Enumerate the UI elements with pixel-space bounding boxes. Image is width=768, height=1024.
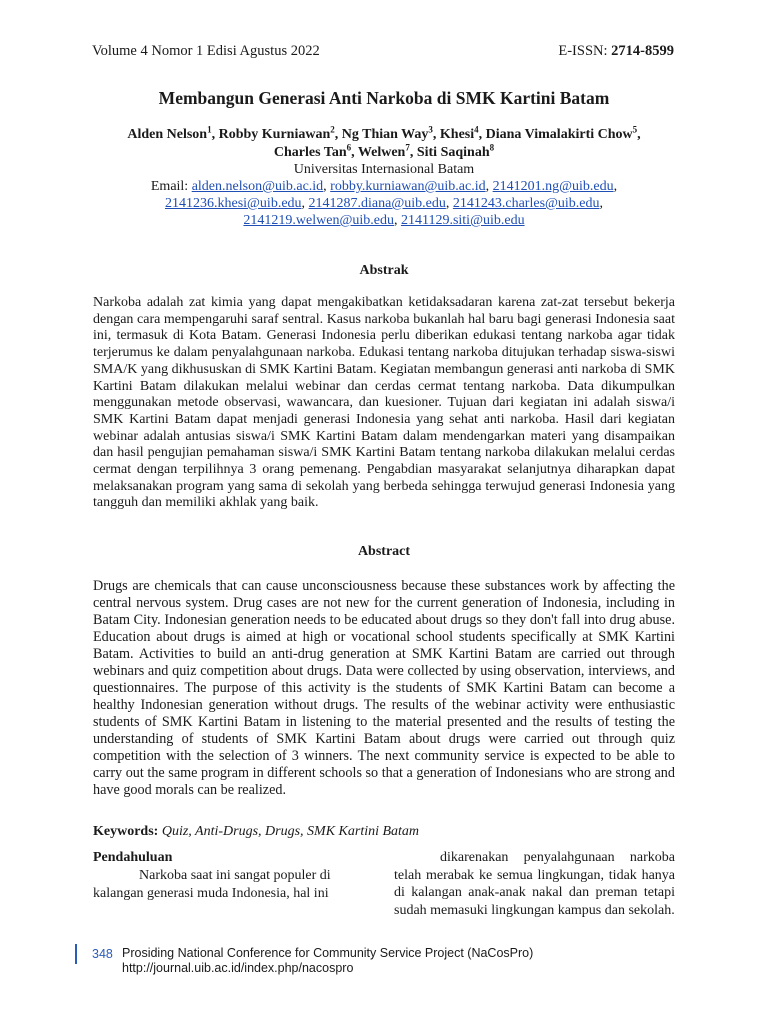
email-link[interactable]: 2141129.siti@uib.edu [400,213,525,228]
intro-heading: Pendahuluan [93,850,173,865]
footer-accent-bar [75,944,77,964]
abstrak-heading: Abstrak [359,263,409,278]
author-name: Ng Thian Way [341,127,429,142]
email-link[interactable]: robby.kurniawan@uib.ac.id [330,179,486,194]
email-link[interactable]: 2141236.khesi@uib.edu [164,196,302,211]
keywords-label: Keywords: [93,824,159,839]
author-name: Welwen [357,145,406,160]
author-list: Alden Nelson$^1$, Robby Kurniawan$^2$, Ng Thian Way$^3$, Khesi$^4$, Diana Vimalakirti Chow$^5$, Charles Tan$^6$, Welwen$^7$, Siti Saqinah$^8$ [127,124,641,160]
author-name: Charles Tan [273,145,347,160]
author-name: Robby Kurniawan [218,127,331,142]
abstract-heading: Abstract [357,544,411,559]
author-name: Alden Nelson [127,127,208,142]
abstrak-text: Narkoba adalah zat kimia yang dapat mengakibatkan ketidaksadaran karena zat-zat tersebut bekerja dengan cara mempengaruhi saraf sentral. Kasus narkoba bukanlah hal baru bagi generasi Indonesia saat ini, termasuk di Kota Batam. Generasi Indonesia perlu diberikan edukasi tentang narkoba agar tidak terjerumus ke dalam penyalahgunaan narkoba. Edukasi tentang narkoba ditujukan terhadap siswa-siswi SMA/K yang dikhususkan di SMK Kartini Batam. Kegiatan membangun generasi anti narkoba di SMK Kartini Batam dilakukan melalui webinar dan cerdas cermat tentang narkoba. Data dikumpulkan menggunakan metode observasi, wawancara, dan kuesioner. Tujuan dari kegiatan ini adalah siswa/i SMK Kartini Batam dapat menjadi generasi Indonesia yang sehat anti narkoba. Hasil dari kegiatan webinar adalah antusias siswa/i SMK Kartini Batam dalam mendengarkan materi yang disampaikan dan hasil pengujian pemahaman siswa/i SMK Kartini Batam tentang narkoba dilakukan melalui cerdas cermat dengan terpilihnya 3 orang pemenang. Pengabdian masyarakat selanjutnya diharapkan dapat melaksanakan program yang sama di sekolah yang berbeda sehingga terwujud generasi Indonesia yang tangguh dan memiliki akhlak yang baik. [93,295,675,511]
journal-volume: Volume 4 Nomor 1 Edisi Agustus 2022 [92,43,320,59]
page-number: 348 [92,947,113,961]
footer-url: http://journal.uib.ac.id/index.php/nacospro [122,961,354,975]
email-link[interactable]: 2141201.ng@uib.edu [492,179,614,194]
email-link[interactable]: 2141287.diana@uib.edu [308,196,446,211]
paper-title: Membangun Generasi Anti Narkoba di SMK Kartini Batam [158,88,610,108]
author-name: Khesi [439,127,475,142]
author-name: Diana Vimalakirti Chow [485,127,633,142]
intro-left-text: Narkoba saat ini sangat populer di kalangan generasi muda Indonesia, hal ini [93,868,331,901]
keywords [93,824,419,840]
email-list: Email: alden.nelson@uib.ac.id, robby.kurniawan@uib.ac.id, 2141201.ng@uib.edu, 2141236.khesi@uib.edu, 2141287.diana@uib.edu, 2141243.charles@uib.edu, 2141219.welwen@uib.edu, 2141129.siti@uib.edu [150,179,618,228]
footer-citation [122,946,533,976]
issn [558,43,674,60]
keywords-value: Quiz, Anti-Drugs, Drugs, SMK Kartini Batam [161,824,420,839]
email-label: Email: [150,179,189,194]
email-link[interactable]: 2141219.welwen@uib.edu [243,213,394,228]
footer-line-1: Prosiding National Conference for Community Service Project (NaCosPro) [122,946,534,960]
affiliation: Universitas Internasional Batam [293,162,475,177]
email-link[interactable]: alden.nelson@uib.ac.id [191,179,324,194]
abstract-text: Drugs are chemicals that can cause unconsciousness because these substances work by affecting the central nervous system. Drug cases are not new for the current generation of Indonesia, including in Batam City. Indonesian generation needs to be educated about drugs so they don't fall into drug abuse. Education about drugs is aimed at high or vocational school students specifically at SMK Kartini Batam. Activities to build an anti-drug generation at SMK Kartini Batam are carried out through webinars and quiz competition about drugs. Data were collected by using observation, interviews, and questionnaires. The purpose of this activity is the students of SMK Kartini Batam can become a healthy Indonesian generation without drugs. The results of the webinar activity were enthusiastic students of SMK Kartini Batam in listening to the material presented and the results of testing the understanding of students of SMK Kartini Batam about drugs were carried out through quiz competition with the selection of 3 winners. The next community service is expected to be able to carry out the same program in different schools so that a generation of Indonesians who are strong and have good morals can be realized. [93,578,675,798]
issn-value: 2714-8599 [611,43,674,59]
author-name: Siti Saqinah [416,145,490,160]
email-link[interactable]: 2141243.charles@uib.edu [452,196,600,211]
issn-label: E-ISSN: [558,43,608,59]
intro-right-text: dikarenakan penyalahgunaan narkoba telah merabak ke semua lingkungan, tidak hanya di kalangan anak-anak nakal dan preman tetapi sudah memasuki lingkungan kampus dan sekolah. [394,850,675,918]
